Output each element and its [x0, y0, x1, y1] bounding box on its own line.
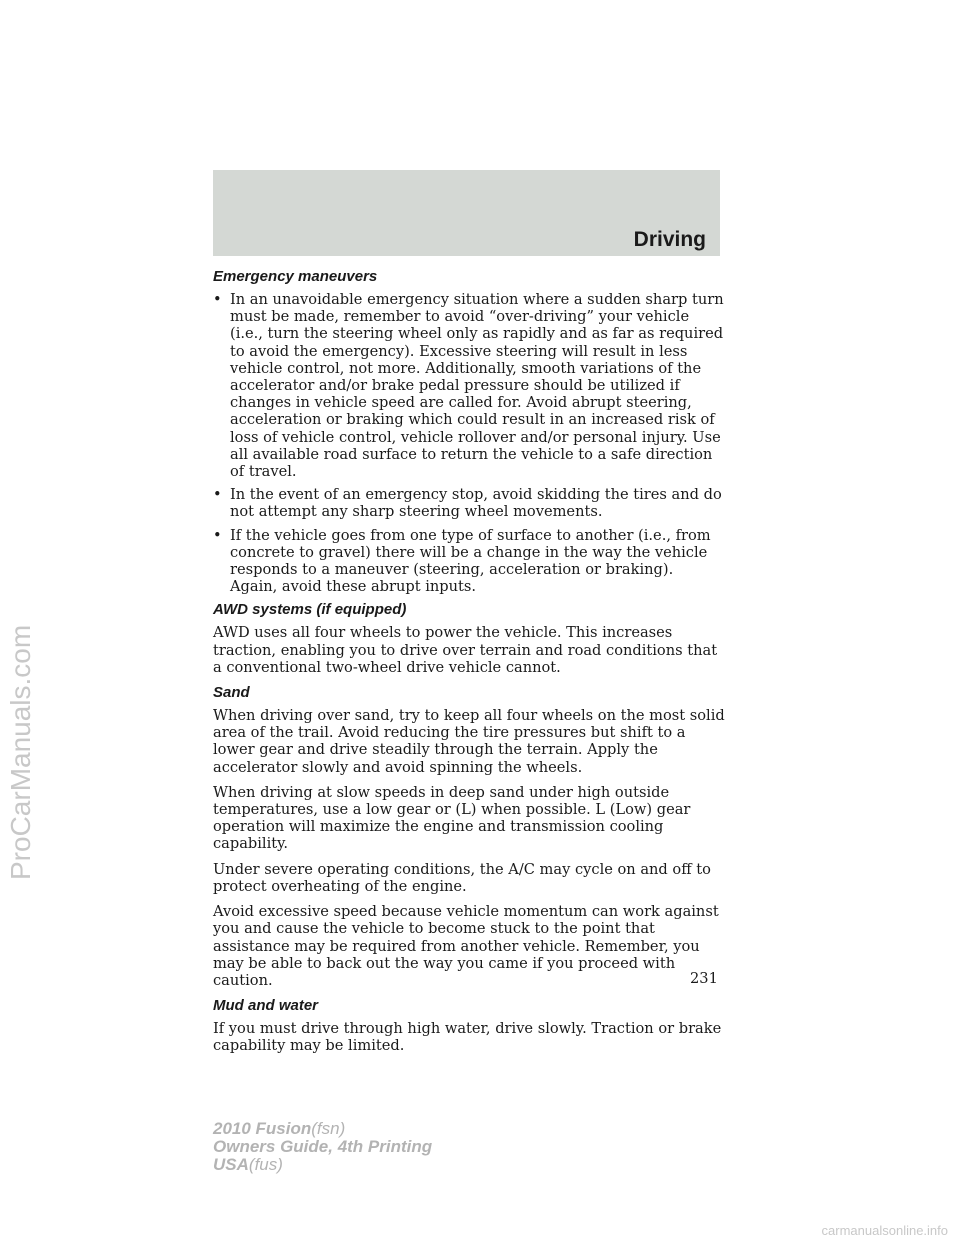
header-band [213, 170, 720, 256]
paragraph: When driving over sand, try to keep all four wheels on the most solid area of the trail. Avoid reducing the tire pressures but shift to a lower gear and drive steadily through the terrain. Apply the accelerator slowly and avoid spinning the wheels. [213, 707, 725, 776]
list-item [213, 291, 725, 480]
footer-model: 2010 Fusion [213, 1119, 312, 1138]
heading-awd-systems: AWD systems (if equipped) [213, 601, 407, 619]
footer-region: USA [213, 1155, 249, 1174]
list-item-text: If the vehicle goes from one type of surface to another (i.e., from concrete to gravel) there will be a change in the way the vehicle responds to a maneuver (steering, acceleration or braking). Again, avoid these abrupt inputs. [230, 526, 711, 596]
paragraph: If you must drive through high water, drive slowly. Traction or brake capability may be limited. [213, 1020, 722, 1055]
list-item-text: In the event of an emergency stop, avoid skidding the tires and do not attempt any sharp steering wheel movements. [230, 486, 722, 521]
footer-line-model [213, 1120, 432, 1138]
page-number: 231 [690, 970, 718, 987]
list-item [213, 527, 725, 596]
heading-mud-and-water: Mud and water [213, 997, 319, 1015]
list-item [213, 486, 725, 520]
footer-region-code: (fus) [248, 1155, 283, 1174]
bullet-icon: • [213, 291, 222, 308]
side-watermark: ProCarManuals.com [5, 624, 36, 880]
footer-guide: Owners Guide, 4th Printing [213, 1137, 433, 1156]
section-title: Driving [633, 228, 706, 251]
emergency-bullet-list [213, 291, 725, 595]
footer-line-guide [213, 1138, 432, 1156]
document-footer [213, 1120, 432, 1174]
bullet-icon: • [213, 526, 222, 544]
paragraph: AWD uses all four wheels to power the vehicle. This increases traction, enabling you to drive over terrain and road conditions that a conventional two-wheel drive vehicle cannot. [213, 624, 718, 676]
paragraph: When driving at slow speeds in deep sand under high outside temperatures, use a low gear or (L) when possible. L (Low) gear operation will maximize the engine and transmission cooling capability. [213, 783, 691, 853]
footer-line-region [213, 1156, 432, 1174]
footer-model-code: (fsn) [311, 1119, 346, 1138]
heading-emergency-maneuvers: Emergency maneuvers [213, 268, 378, 285]
page-content [213, 268, 725, 1063]
bullet-icon: • [213, 486, 222, 504]
paragraph: Avoid excessive speed because vehicle momentum can work against you and cause the vehicle to become stuck to the point that assistance may be required from another vehicle. Remember, you may be able to back out the way you came if you proceed with caution. [213, 903, 719, 989]
bottom-watermark: carmanualsonline.info [821, 1223, 948, 1238]
list-item-text: In an unavoidable emergency situation where a sudden sharp turn must be made, remember to avoid “over-driving” your vehicle (i.e., turn the steering wheel only as rapidly and as far as required to avoid the emergency). Excessive steering will result in less vehicle control, not more. Additionally, smooth variations of the accelerator and/or brake pedal pressure should be utilized if changes in vehicle speed are called for. Avoid abrupt steering, acceleration or braking which could result in an increased risk of loss of vehicle control, vehicle rollover and/or personal injury. Use all available road surface to return the vehicle to a safe direction of travel. [230, 291, 724, 481]
heading-sand: Sand [213, 684, 250, 702]
paragraph: Under severe operating conditions, the A/C may cycle on and off to protect overheating of the engine. [213, 860, 711, 895]
